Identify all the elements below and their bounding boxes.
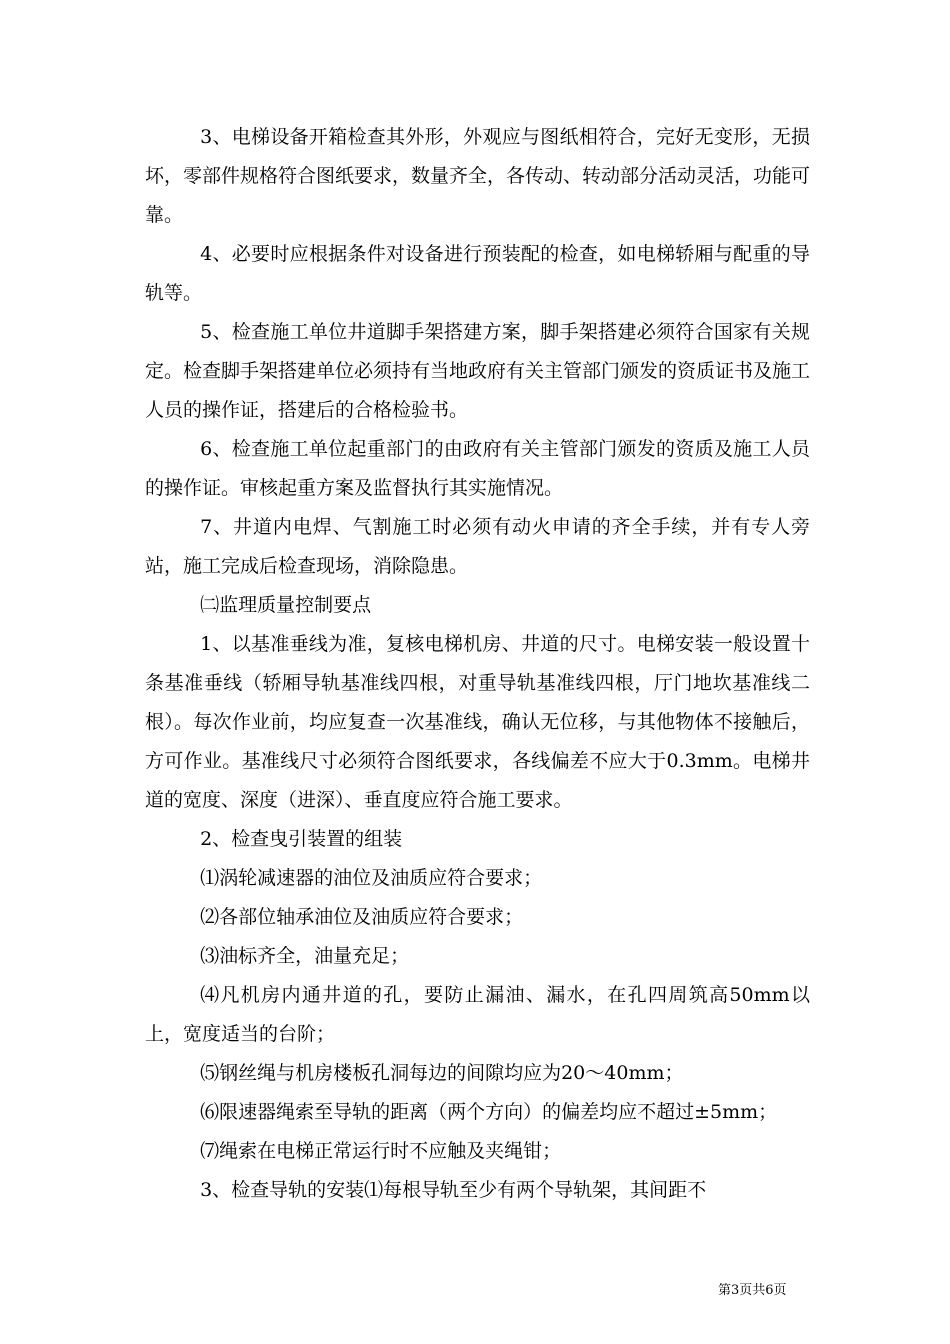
list-item-2: ⑵各部位轴承油位及油质应符合要求； — [200, 906, 524, 928]
list-item-6: ⑹限速器绳索至导轨的距离（两个方向）的偏差均应不超过±5mm； — [200, 1101, 778, 1123]
list-item-4: ⑷凡机房内通井道的孔，要防止漏油、漏水，在孔四周筑高50mm以上，宽度适当的台阶； — [145, 984, 810, 1045]
list-item-1: ⑴涡轮减速器的油位及油质应符合要求； — [200, 867, 543, 889]
list-item-7: ⑺绳索在电梯正常运行时不应触及夹绳钳； — [200, 1140, 562, 1162]
section-heading: ㈡监理质量控制要点 — [200, 594, 372, 616]
document-body — [145, 118, 810, 1210]
paragraph-item-5: 5、检查施工单位井道脚手架搭建方案，脚手架搭建必须符合国家有关规定。检查脚手架搭建单位必须持有当地政府有关主管部门颁发的资质证书及施工人员的操作证，搭建后的合格检验书。 — [145, 321, 811, 421]
paragraph-baseline-check: 1、以基准垂线为准，复核电梯机房、井道的尺寸。电梯安装一般设置十条基准垂线（轿厢导轨基准线四根，对重导轨基准线四根，厅门地坎基准线二根）。每次作业前，均应复查一次基准线，确认无位移，与其他物体不接触后，方可作业。基准线尺寸必须符合图纸要求，各线偏差不应大于0.3mm。电梯井道的宽度、深度（进深）、垂直度应符合施工要求。 — [145, 633, 810, 811]
paragraph-item-4: 4、必要时应根据条件对设备进行预装配的检查，如电梯轿厢与配重的导轨等。 — [145, 243, 810, 304]
paragraph-guide-rail: 3、检查导轨的安装⑴每根导轨至少有两个导轨架，其间距不 — [200, 1179, 707, 1201]
list-item-3: ⑶油标齐全，油量充足； — [200, 945, 410, 967]
paragraph-item-7: 7、井道内电焊、气割施工时必须有动火申请的齐全手续，并有专人旁站，施工完成后检查现场，消除隐患。 — [145, 516, 810, 577]
paragraph-traction-assembly: 2、检查曳引装置的组装 — [200, 828, 403, 850]
list-item-5: ⑸钢丝绳与机房楼板孔洞每边的间隙均应为20～40mm； — [200, 1062, 684, 1084]
paragraph-item-6: 6、检查施工单位起重部门的由政府有关主管部门颁发的资质及施工人员的操作证。审核起重方案及监督执行其实施情况。 — [145, 438, 810, 499]
page-number: 第3页共6页 — [718, 1283, 787, 1298]
paragraph-item-3: 3、电梯设备开箱检查其外形，外观应与图纸相符合，完好无变形，无损坏，零部件规格符合图纸要求，数量齐全，各传动、转动部分活动灵活，功能可靠。 — [145, 126, 811, 226]
